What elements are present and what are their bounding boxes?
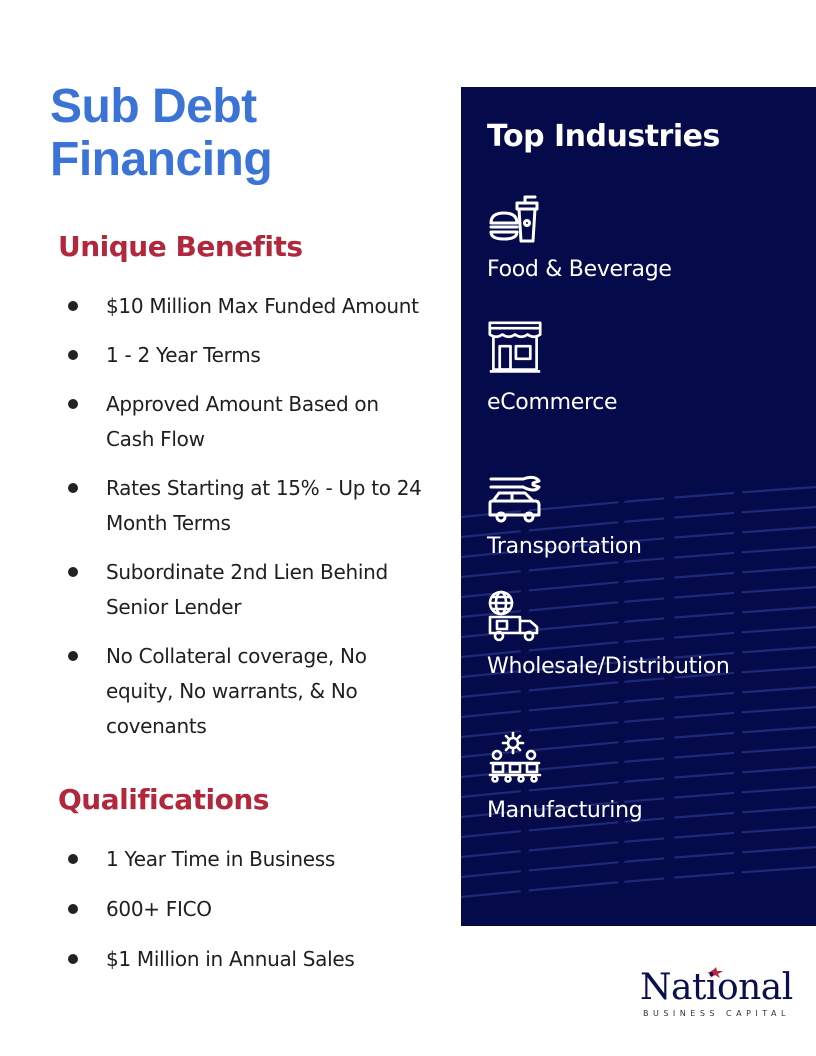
bullet-icon [68, 483, 78, 493]
bullet-icon [68, 567, 78, 577]
bullet-icon [68, 350, 78, 360]
page-title-line-2: Financing [50, 133, 273, 186]
food-beverage-icon [487, 193, 543, 247]
vehicle-wrench-icon [487, 473, 543, 527]
list-item [68, 338, 448, 373]
list-item [68, 289, 448, 324]
gears-conveyor-icon [487, 731, 543, 785]
industry-food-beverage-label: Food & Beverage [487, 257, 672, 282]
national-business-capital-logo [640, 966, 796, 1022]
list-item-text: 1 Year Time in Business [106, 847, 335, 871]
bullet-icon [68, 399, 78, 409]
industry-wholesale-distribution-label: Wholesale/Distribution [487, 654, 730, 679]
list-item [68, 555, 418, 625]
list-item [68, 942, 448, 977]
top-industries-heading: Top Industries [487, 119, 720, 154]
list-item [68, 471, 440, 541]
globe-truck-icon [487, 589, 543, 643]
logo-tagline: BUSINESS CAPITAL [643, 1009, 790, 1018]
list-item-text: No Collateral coverage, No equity, No warrants, & No covenants [106, 644, 367, 738]
bullet-icon [68, 301, 78, 311]
list-item-text: Approved Amount Based on Cash Flow [106, 392, 379, 451]
bullet-icon [68, 854, 78, 864]
list-item-text: $10 Million Max Funded Amount [106, 294, 419, 318]
bullet-icon [68, 904, 78, 914]
list-item-text: Subordinate 2nd Lien Behind Senior Lender [106, 560, 388, 619]
list-item-text: 1 - 2 Year Terms [106, 343, 261, 367]
qualifications-list [68, 842, 448, 977]
top-industries-panel [461, 87, 816, 926]
list-item-text: Rates Starting at 15% - Up to 24 Month Terms [106, 476, 422, 535]
storefront-icon [487, 321, 543, 375]
list-item-text: $1 Million in Annual Sales [106, 947, 355, 971]
benefits-list [68, 289, 448, 744]
industry-manufacturing-label: Manufacturing [487, 798, 643, 823]
list-item [68, 639, 413, 744]
bullet-icon [68, 954, 78, 964]
qualifications-heading: Qualifications [58, 783, 269, 816]
industry-ecommerce-label: eCommerce [487, 390, 618, 415]
list-item [68, 842, 448, 877]
list-item [68, 387, 398, 457]
list-item [68, 892, 448, 927]
benefits-heading: Unique Benefits [58, 230, 303, 263]
list-item-text: 600+ FICO [106, 897, 212, 921]
bullet-icon [68, 651, 78, 661]
page-title-line-1: Sub Debt [50, 80, 257, 133]
page-title [50, 80, 430, 186]
logo-wordmark: National [640, 967, 793, 1008]
industry-transportation-label: Transportation [487, 534, 642, 559]
